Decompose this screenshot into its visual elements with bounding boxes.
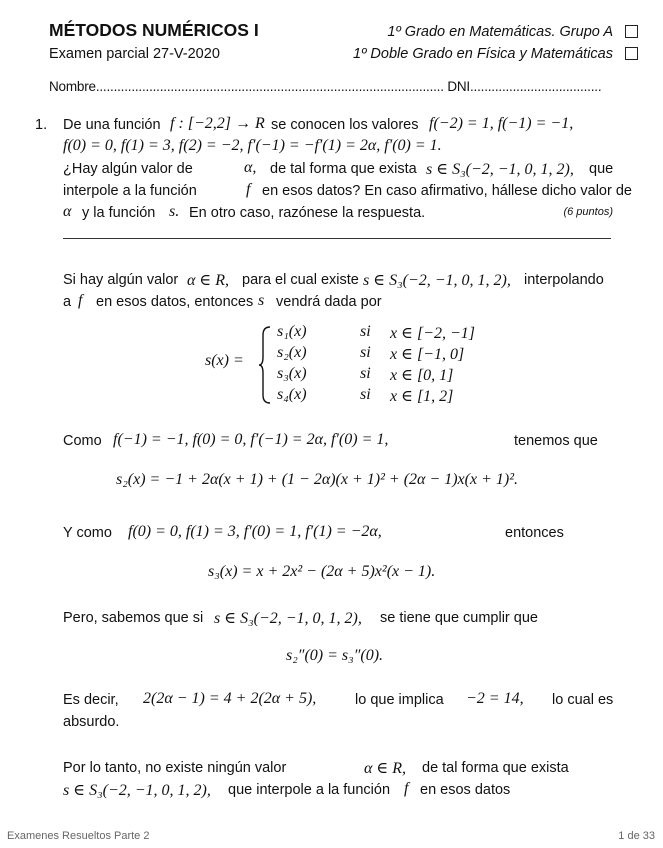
math-expression: α,: [244, 159, 257, 176]
piece-si: si: [360, 323, 371, 340]
math-expression: f(0) = 0, f(1) = 3, f(2) = −2, f′(−1) = −f′(1) = 2α, f′(0) = 1.: [63, 137, 442, 154]
solution-text: para el cual existe: [242, 272, 359, 288]
problem-number: 1.: [35, 117, 48, 133]
problem-text: se conocen los valores: [271, 117, 419, 133]
solution-text: Como: [63, 433, 102, 449]
degree-line-2: 1º Doble Grado en Física y Matemáticas: [353, 46, 613, 62]
solution-text: lo que implica: [355, 692, 444, 708]
math-expression: s ∈ S₃(−2, −1, 0, 1, 2),: [426, 161, 574, 178]
solution-text: tenemos que: [514, 433, 598, 449]
solution-text: vendrá dada por: [276, 294, 382, 310]
math-expression: f: [78, 292, 83, 309]
equation-continuity: s₂″(0) = s₃″(0).: [286, 647, 384, 664]
piece-condition: x ∈ [−1, 0]: [390, 346, 465, 363]
name-dni-field[interactable]: Nombre.................................................................................................. DNI.....................................: [49, 79, 602, 94]
exam-date: Examen parcial 27-V-2020: [49, 46, 220, 62]
double-degree-checkbox[interactable]: [625, 47, 638, 60]
problem-text: interpole a la función: [63, 183, 197, 199]
equation-s3: s₃(x) = x + 2x² − (2α + 5)x²(x − 1).: [208, 563, 436, 580]
problem-text: De una función: [63, 117, 161, 133]
solution-text: en esos datos: [420, 782, 511, 798]
solution-text: en esos datos, entonces: [96, 294, 254, 310]
math-expression: −2 = 14,: [466, 690, 524, 707]
solution-text: Es decir,: [63, 692, 119, 708]
math-expression: s.: [169, 203, 180, 220]
math-expression: 2(2α − 1) = 4 + 2(2α + 5),: [143, 690, 317, 707]
piece-si: si: [360, 365, 371, 382]
math-expression: s ∈ S₃(−2, −1, 0, 1, 2),: [363, 272, 511, 289]
piece-condition: x ∈ [1, 2]: [390, 388, 454, 405]
separator-line: [63, 238, 611, 239]
solution-text: interpolando: [524, 272, 604, 288]
piece-si: si: [360, 344, 371, 361]
piecewise-lhs: s(x) =: [205, 352, 244, 369]
solution-text: a: [63, 294, 72, 310]
left-brace: [258, 326, 272, 404]
math-expression: s: [258, 292, 265, 309]
math-expression: α ∈ R,: [187, 272, 230, 289]
solution-text: absurdo.: [63, 714, 120, 730]
math-expression: f: [246, 181, 251, 198]
math-expression: f: [404, 780, 409, 797]
solution-text: entonces: [505, 525, 564, 541]
solution-text: Si hay algún valor: [63, 272, 179, 288]
solution-text: Por lo tanto, no existe ningún valor: [63, 760, 287, 776]
document-name: Examenes Resueltos Parte 2: [7, 830, 150, 842]
problem-text: en esos datos? En caso afirmativo, hállese dicho valor de: [262, 183, 632, 199]
piece-function: s₂(x): [277, 344, 307, 361]
points-label: (6 puntos): [563, 206, 613, 218]
problem-text: y la función: [82, 205, 156, 221]
problem-text: En otro caso, razónese la respuesta.: [189, 205, 426, 221]
piece-condition: x ∈ [0, 1]: [390, 367, 454, 384]
piece-function: s₃(x): [277, 365, 307, 382]
math-expression: f(−1) = −1, f(0) = 0, f′(−1) = 2α, f′(0) = 1,: [113, 431, 389, 448]
solution-text: que interpole a la función: [228, 782, 391, 798]
exam-title: MÉTODOS NUMÉRICOS I: [49, 20, 259, 40]
solution-text: Y como: [63, 525, 112, 541]
page-counter: 1 de 33: [618, 830, 655, 842]
equation-s2: s₂(x) = −1 + 2α(x + 1) + (1 − 2α)(x + 1)² + (2α − 1)x(x + 1)².: [116, 471, 518, 488]
math-expression: f : [−2,2] → R: [170, 115, 265, 132]
group-a-checkbox[interactable]: [625, 25, 638, 38]
piece-condition: x ∈ [−2, −1]: [390, 325, 475, 342]
math-expression: α: [63, 203, 72, 220]
math-expression: s ∈ S₃(−2, −1, 0, 1, 2),: [214, 610, 362, 627]
math-expression: f(−2) = 1, f(−1) = −1,: [429, 115, 574, 132]
math-expression: s ∈ S₃(−2, −1, 0, 1, 2),: [63, 782, 211, 799]
piece-function: s₄(x): [277, 386, 307, 403]
piece-function: s₁(x): [277, 323, 307, 340]
degree-line-1: 1º Grado en Matemáticas. Grupo A: [387, 24, 613, 40]
solution-text: lo cual es: [552, 692, 614, 708]
piece-si: si: [360, 386, 371, 403]
problem-text: ¿Hay algún valor de: [63, 161, 193, 177]
solution-text: Pero, sabemos que si: [63, 610, 204, 626]
math-expression: f(0) = 0, f(1) = 3, f′(0) = 1, f′(1) = −2α,: [128, 523, 382, 540]
math-expression: α ∈ R,: [364, 760, 407, 777]
problem-text: de tal forma que exista: [270, 161, 417, 177]
solution-text: de tal forma que exista: [422, 760, 569, 776]
solution-text: se tiene que cumplir que: [380, 610, 538, 626]
problem-text: que: [589, 161, 614, 177]
